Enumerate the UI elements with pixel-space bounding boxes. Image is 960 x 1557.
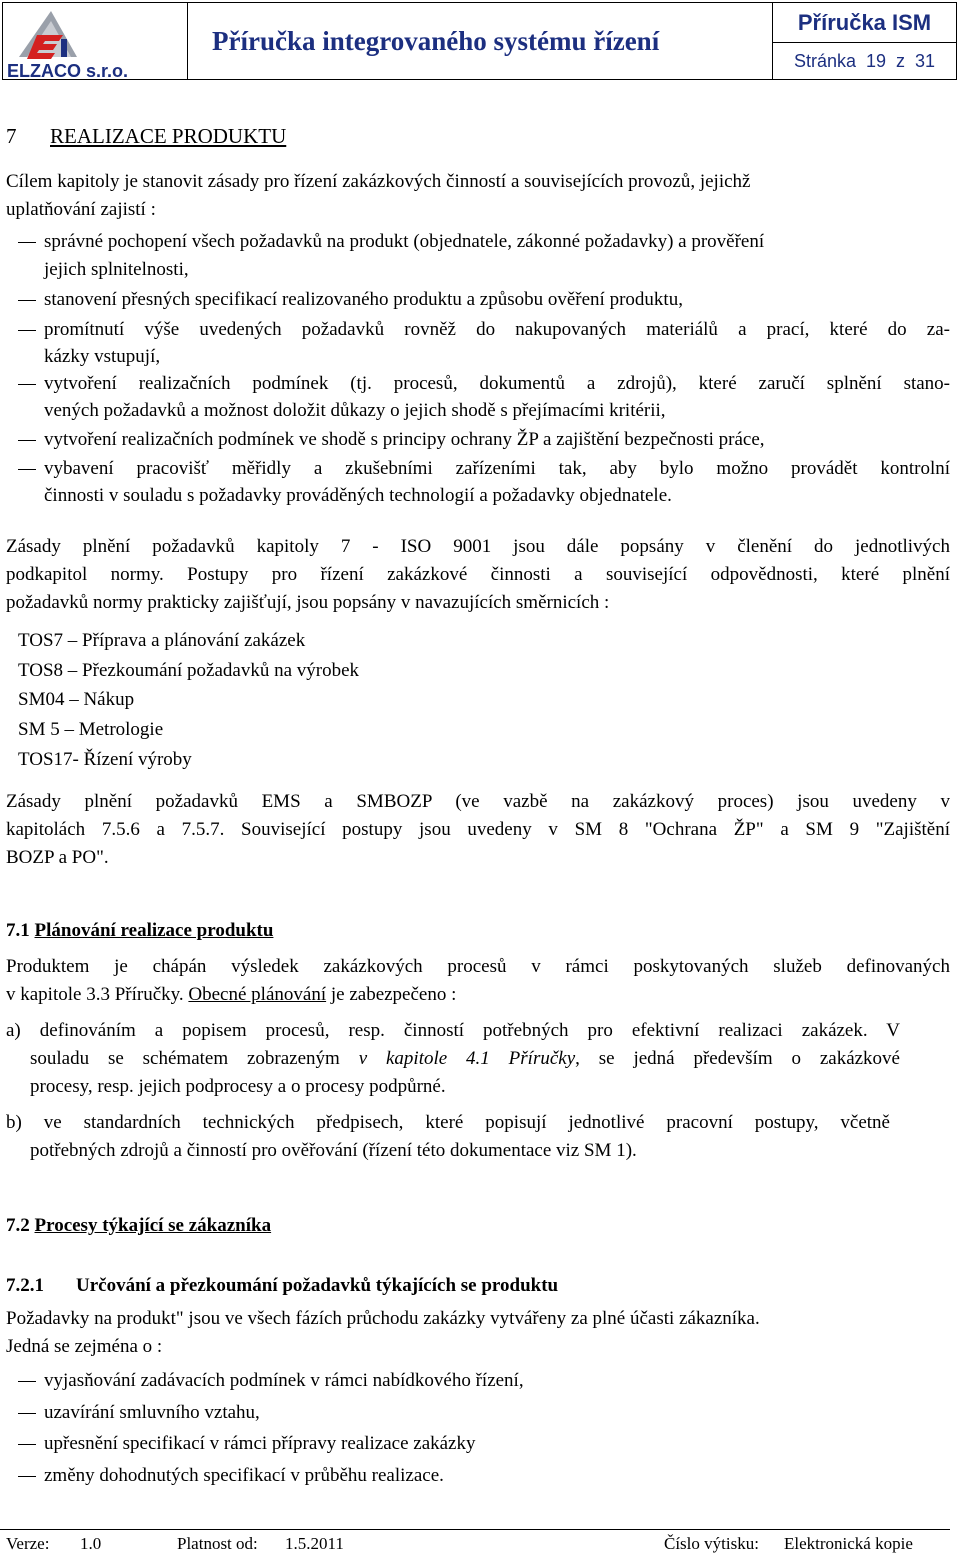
text-run: , se jedná především o zakázkové	[575, 1048, 900, 1069]
page-of: z	[896, 50, 906, 71]
section-number: 7.1	[6, 920, 30, 941]
bullet-text: jejich splnitelnosti,	[44, 259, 189, 280]
page-total: 31	[915, 50, 936, 71]
section-title: Plánování realizace produktu	[34, 920, 274, 941]
list-a-line: a) definováním a popisem procesů, resp. činností potřebných pro efektivní realizaci zakázek. V	[6, 1020, 900, 1041]
italic-text: v kapitole 4.1 Příručky	[358, 1048, 576, 1069]
directive-item: TOS7 – Příprava a plánování zakázek	[18, 630, 306, 651]
footer-copy-label: Číslo výtisku:	[664, 1534, 759, 1553]
directive-item: SM04 – Nákup	[18, 689, 135, 710]
dash-bullet	[18, 384, 36, 385]
directive-item: SM 5 – Metrologie	[18, 719, 164, 740]
underlined-text: Obecné plánování	[188, 984, 327, 1005]
intro-line: uplatňování zajistí :	[6, 199, 156, 220]
bullet-text: vyjasňování zadávacích podmínek v rámci nabídkového řízení,	[44, 1370, 524, 1391]
bullet-text: vytvoření realizačních podmínek ve shodě s principy ochrany ŽP a zajištění bezpečnosti práce,	[44, 429, 765, 450]
dash-bullet	[18, 1381, 36, 1382]
list-b-line: b) ve standardních technických předpisech, které popisují jednotlivé pracovní postupy, včetně	[6, 1112, 890, 1133]
list-a-line: procesy, resp. jejich podprocesy a o procesy podpůrné.	[30, 1076, 446, 1097]
paragraph-line: Jedná se zejména o :	[6, 1336, 163, 1357]
bullet-text: vených požadavků a možnost doložit důkazy o jejich shodě s přejímacími kritérii,	[44, 400, 666, 421]
bullet-text: vybavení pracovišť měřidly a zkušebními zařízeními tak, aby bylo možno provádět kontrolní	[44, 458, 950, 479]
header-right	[773, 3, 956, 79]
bullet-text: promítnutí výše uvedených požadavků rovněž do nakupovaných materiálů a prací, které do za-	[44, 319, 950, 340]
directive-item: TOS8 – Přezkoumání požadavků na výrobek	[18, 660, 360, 681]
section-7-2-1-heading	[6, 1275, 558, 1297]
section-title: Určování a přezkoumání požadavků týkajících se produktu	[76, 1275, 559, 1296]
dash-bullet	[18, 330, 36, 331]
list-a-line	[30, 1048, 900, 1070]
elzaco-logo-icon	[15, 9, 81, 61]
footer-copy-value: Elektronická kopie	[784, 1534, 913, 1553]
dash-bullet	[18, 1413, 36, 1414]
paragraph-line: Produktem je chápán výsledek zakázkových procesů v rámci poskytovaných služeb definovaných	[6, 956, 950, 977]
bullet-text: upřesnění specifikací v rámci přípravy realizace zakázky	[44, 1433, 476, 1454]
bullet-text: správné pochopení všech požadavků na produkt (objednatele, zákonné požadavky) a prověření	[44, 231, 765, 252]
paragraph-line: Zásady plnění požadavků kapitoly 7 - ISO 9001 jsou dále popsány v členění do jednotlivých	[6, 536, 950, 557]
bullet-text: uzavírání smluvního vztahu,	[44, 1402, 260, 1423]
paragraph-line: Zásady plnění požadavků EMS a SMBOZP (ve vazbě na zakázkový proces) jsou uvedeny v	[6, 791, 950, 812]
document-title: Příručka integrovaného systému řízení	[188, 3, 773, 79]
dash-bullet	[18, 242, 36, 243]
section-7-2-heading	[6, 1215, 271, 1237]
dash-bullet	[18, 469, 36, 470]
logo-text: ELZACO s.r.o.	[7, 61, 129, 81]
bullet-text: činnosti v souladu s požadavky prováděných technologií a požadavky objednatele.	[44, 485, 672, 506]
directive-item: TOS17- Řízení výroby	[18, 749, 192, 770]
page-label: Stránka	[793, 50, 856, 71]
paragraph-line: BOZP a PO".	[6, 847, 109, 868]
text-run: v kapitole 3.3 Příručky.	[6, 984, 189, 1005]
bullet-text: kázky vstupují,	[44, 346, 161, 367]
dash-bullet	[18, 1444, 36, 1445]
section-7-1-heading	[6, 920, 273, 942]
page-indicator	[773, 43, 956, 79]
company-logo	[3, 3, 188, 79]
section-title: REALIZACE PRODUKTU	[50, 124, 287, 148]
paragraph-line: požadavků normy prakticky zajišťují, jsou popsány v navazujících směrnicích :	[6, 592, 610, 613]
footer-version-label: Verze:	[6, 1534, 50, 1553]
bullet-text: vytvoření realizačních podmínek (tj. procesů, dokumentů a zdrojů), které zaručí splnění stano-	[44, 373, 950, 394]
dash-bullet	[18, 300, 36, 301]
dash-bullet	[18, 1476, 36, 1477]
footer-valid-label: Platnost od:	[177, 1534, 258, 1553]
section-title: Procesy týkající se zákazníka	[34, 1215, 272, 1236]
document-code: Příručka ISM	[773, 3, 956, 43]
text-run: souladu se schématem zobrazeným	[30, 1048, 359, 1069]
paragraph-line: podkapitol normy. Postupy pro řízení zakázkové činnosti a související odpovědnosti, které plnění	[6, 564, 950, 585]
section-number: 7.2	[6, 1215, 30, 1236]
section-number: 7	[6, 124, 17, 148]
footer-valid-from: 1.5.2011	[285, 1534, 344, 1553]
text-run: je zabezpečeno :	[326, 984, 457, 1005]
dash-bullet	[18, 440, 36, 441]
bullet-text: stanovení přesných specifikací realizovaného produktu a způsobu ověření produktu,	[44, 289, 683, 310]
paragraph-line	[6, 984, 456, 1006]
paragraph-line: Požadavky na produkt" jsou ve všech fázích průchodu zakázky vytvářeny za plné účasti zákazníka.	[6, 1308, 760, 1329]
intro-line: Cílem kapitoly je stanovit zásady pro řízení zakázkových činností a souvisejících provozů, jejichž	[6, 171, 751, 192]
page-header	[2, 2, 957, 80]
section-7-heading	[6, 124, 286, 149]
footer-version: 1.0	[80, 1534, 102, 1553]
list-b-line: potřebných zdrojů a činností pro ověřování (řízení této dokumentace viz SM 1).	[30, 1140, 637, 1161]
bullet-text: změny dohodnutých specifikací v průběhu realizace.	[44, 1465, 444, 1486]
page-current: 19	[865, 50, 887, 71]
footer-divider	[0, 1529, 950, 1530]
paragraph-line: kapitolách 7.5.6 a 7.5.7. Související postupy jsou uvedeny v SM 8 "Ochrana ŽP" a SM 9 "Zajištění	[6, 819, 950, 840]
section-number: 7.2.1	[6, 1275, 44, 1296]
